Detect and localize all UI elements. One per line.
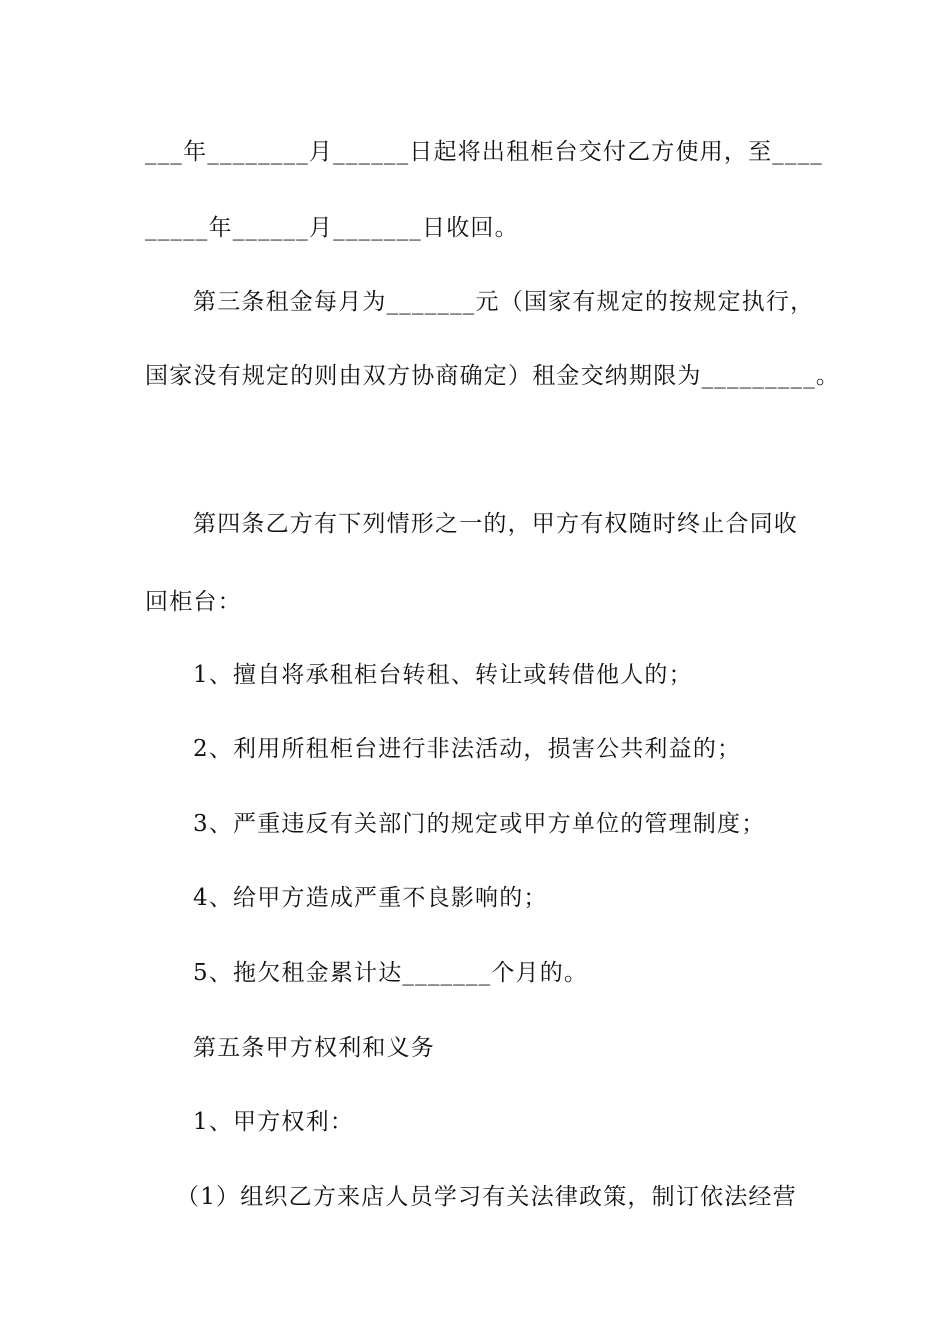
list-item-adverse-impact: 4、给甲方造成严重不良影响的； (193, 885, 548, 911)
text-line-handover-date: ___年________月______日起将出租柜台交付乙方使用，至____ (145, 139, 824, 165)
text-line-article-3-rent: 第三条租金每月为_______元（国家有规定的按规定执行， (193, 289, 815, 315)
text-line-lessor-rights-item-1: （1）组织乙方来店人员学习有关法律政策，制订依法经营 (176, 1184, 797, 1210)
list-item-rent-arrears: 5、拖欠租金累计达_______个月的。 (193, 960, 589, 986)
text-line-article-3-payment-term: 国家没有规定的则由双方协商确定）租金交纳期限为_________。 (145, 363, 841, 389)
list-item-rule-violation: 3、严重违反有关部门的规定或甲方单位的管理制度； (193, 811, 766, 837)
text-line-return-date: _____年______月_______日收回。 (145, 215, 519, 241)
text-line-article-4-continuation: 回柜台： (145, 589, 242, 615)
text-line-lessor-rights: 1、甲方权利： (193, 1109, 355, 1135)
list-item-sublet: 1、擅自将承租柜台转租、转让或转借他人的； (193, 662, 693, 688)
text-line-article-5-heading: 第五条甲方权利和义务 (193, 1035, 435, 1061)
text-line-article-4-heading: 第四条乙方有下列情形之一的，甲方有权随时终止合同收 (193, 511, 798, 537)
list-item-illegal-activity: 2、利用所租柜台进行非法活动，损害公共利益的； (193, 736, 742, 762)
